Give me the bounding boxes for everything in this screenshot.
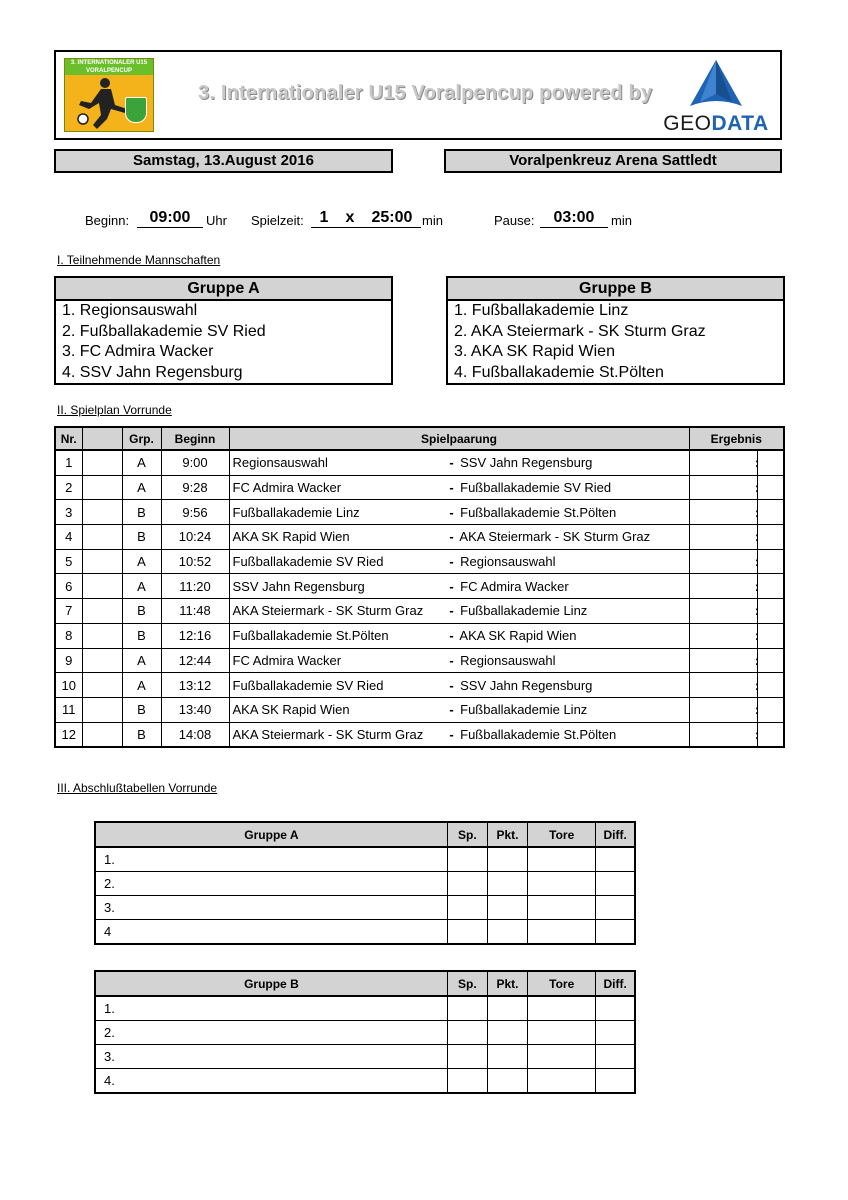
away-team: SSV Jahn Regensburg — [460, 677, 593, 693]
result-extra-field[interactable] — [754, 599, 784, 624]
standings-tore-cell[interactable] — [528, 1021, 596, 1045]
match-number: 6 — [55, 574, 82, 599]
match-group: B — [122, 525, 161, 550]
col-match: Spielpaarung — [229, 427, 689, 450]
section-teams-heading: I. Teilnehmende Mannschaften — [57, 253, 221, 267]
result-extra-field[interactable] — [754, 673, 784, 698]
standings-pkt-cell[interactable] — [487, 1045, 527, 1069]
voralpencup-logo — [64, 58, 154, 132]
match-pairing — [229, 722, 689, 747]
standings-sp-cell[interactable] — [447, 1069, 487, 1094]
standings-a-header — [95, 822, 635, 847]
col-blank — [82, 427, 122, 450]
result-field[interactable] — [689, 599, 760, 624]
away-team: Regionsauswahl — [460, 554, 556, 570]
match-time: 11:48 — [161, 599, 229, 624]
blank-cell — [82, 673, 122, 698]
standings-position: 1. — [95, 996, 447, 1021]
blank-cell — [82, 648, 122, 673]
standings-position: 4. — [95, 1069, 447, 1094]
blank-cell — [82, 722, 122, 747]
result-colon: : — [754, 554, 760, 570]
standings-sp-cell[interactable] — [447, 1045, 487, 1069]
result-extra-field[interactable] — [754, 500, 784, 525]
match-number: 8 — [55, 623, 82, 648]
playtime-field — [311, 209, 421, 228]
blank-cell — [82, 599, 122, 624]
away-team: Regionsauswahl — [460, 652, 556, 668]
pairing-separator: - — [449, 554, 454, 570]
away-team: SSV Jahn Regensburg — [460, 455, 593, 471]
group-a-team: 4. SSV Jahn Regensburg — [62, 363, 243, 381]
standings-tore-cell[interactable] — [528, 1069, 596, 1094]
away-team: Fußballakademie Linz — [460, 603, 588, 619]
standings-b-col-sp: Sp. — [447, 971, 487, 996]
schedule-row — [55, 697, 784, 722]
match-time: 9:28 — [161, 475, 229, 500]
match-group: B — [122, 599, 161, 624]
match-number: 2 — [55, 475, 82, 500]
result-extra-field[interactable] — [754, 722, 784, 747]
match-time: 10:24 — [161, 525, 229, 550]
match-group: B — [122, 500, 161, 525]
pause-unit: min — [611, 213, 632, 228]
standings-pkt-cell[interactable] — [487, 872, 527, 896]
geodata-wordmark — [660, 112, 772, 136]
group-b-title: Gruppe B — [448, 278, 783, 301]
match-group: B — [122, 722, 161, 747]
match-group: B — [122, 623, 161, 648]
match-group: A — [122, 450, 161, 475]
col-grp: Grp. — [122, 427, 161, 450]
match-number: 4 — [55, 525, 82, 550]
standings-sp-cell[interactable] — [447, 920, 487, 945]
group-a-team: 1. Regionsauswahl — [62, 302, 198, 319]
schedule-table — [54, 426, 785, 748]
match-group: A — [122, 673, 161, 698]
result-extra-field[interactable] — [754, 525, 784, 550]
standings-diff-cell[interactable] — [596, 1021, 635, 1045]
standings-b-col-diff: Diff. — [596, 971, 635, 996]
pairing-separator: - — [449, 578, 454, 594]
standings-diff-cell[interactable] — [596, 996, 635, 1021]
playtime-x: x — [345, 209, 355, 226]
standings-sp-cell[interactable] — [447, 1021, 487, 1045]
blank-cell — [82, 574, 122, 599]
match-number: 7 — [55, 599, 82, 624]
voralpencup-logo-text: 3. INTERNATIONALER U15 VORALPENCUP — [65, 59, 153, 75]
standings-tore-cell[interactable] — [528, 1045, 596, 1069]
match-pairing — [229, 450, 689, 475]
result-extra-field[interactable] — [754, 697, 784, 722]
result-extra-field[interactable] — [754, 450, 784, 475]
standings-row — [95, 1069, 635, 1094]
geodata-triangle-icon — [660, 56, 772, 112]
home-team: FC Admira Wacker — [232, 652, 342, 668]
result-colon: : — [754, 702, 760, 718]
schedule-row — [55, 475, 784, 500]
pairing-separator: - — [449, 504, 454, 520]
playtime-value: 25:00 — [371, 209, 413, 226]
date-box: Samstag, 13.August 2016 — [54, 149, 393, 173]
match-time: 9:56 — [161, 500, 229, 525]
standings-diff-cell[interactable] — [596, 872, 635, 896]
result-colon: : — [754, 603, 760, 619]
standings-b-col-tore: Tore — [528, 971, 596, 996]
match-pairing — [229, 549, 689, 574]
match-number: 11 — [55, 697, 82, 722]
standings-position: 1. — [95, 847, 447, 872]
standings-tore-cell[interactable] — [528, 896, 596, 920]
match-time: 10:52 — [161, 549, 229, 574]
start-label: Beginn: — [85, 213, 130, 228]
away-team: AKA Steiermark - SK Sturm Graz — [459, 529, 651, 545]
home-team: FC Admira Wacker — [232, 480, 342, 496]
blank-cell — [82, 450, 122, 475]
geodata-logo — [660, 56, 772, 136]
match-group: A — [122, 574, 161, 599]
result-field[interactable] — [689, 623, 760, 648]
schedule-row — [55, 623, 784, 648]
pause-label: Pause: — [494, 213, 535, 228]
home-team: AKA Steiermark - SK Sturm Graz — [232, 603, 424, 619]
blank-cell — [82, 525, 122, 550]
blank-cell — [82, 475, 122, 500]
standings-position: 4 — [95, 920, 447, 945]
standings-diff-cell[interactable] — [596, 920, 635, 945]
pairing-separator: - — [449, 677, 454, 693]
section-standings-heading: III. Abschlußtabellen Vorrunde — [57, 781, 218, 795]
standings-table-a — [94, 821, 636, 945]
geodata-geo: GEO — [663, 112, 712, 135]
standings-pkt-cell[interactable] — [487, 920, 527, 945]
standings-position: 3. — [95, 896, 447, 920]
group-a-box — [54, 276, 393, 385]
pairing-separator: - — [449, 480, 454, 496]
standings-b-title: Gruppe B — [95, 971, 447, 996]
standings-pkt-cell[interactable] — [487, 1021, 527, 1045]
match-pairing — [229, 648, 689, 673]
standings-tore-cell[interactable] — [528, 872, 596, 896]
group-a-team: 2. Fußballakademie SV Ried — [62, 322, 266, 340]
result-field[interactable] — [689, 525, 760, 550]
result-extra-field[interactable] — [754, 549, 784, 574]
schedule-row — [55, 500, 784, 525]
match-group: A — [122, 648, 161, 673]
result-colon: : — [754, 504, 760, 520]
start-value: 09:00 — [137, 209, 203, 228]
home-team: AKA SK Rapid Wien — [232, 529, 350, 545]
blank-cell — [82, 623, 122, 648]
match-pairing — [229, 500, 689, 525]
pairing-separator: - — [449, 702, 454, 718]
schedule-row — [55, 673, 784, 698]
standings-diff-cell[interactable] — [596, 1069, 635, 1094]
schedule-row — [55, 525, 784, 550]
standings-a-col-diff: Diff. — [596, 822, 635, 847]
schedule-row — [55, 599, 784, 624]
standings-row — [95, 920, 635, 945]
standings-tore-cell[interactable] — [528, 920, 596, 945]
result-extra-field[interactable] — [754, 648, 784, 673]
pairing-separator: - — [449, 726, 454, 742]
start-unit: Uhr — [206, 213, 227, 228]
match-pairing — [229, 599, 689, 624]
match-time: 9:00 — [161, 450, 229, 475]
playtime-unit: min — [422, 213, 443, 228]
result-colon: : — [754, 677, 760, 693]
home-team: Fußballakademie St.Pölten — [232, 628, 389, 644]
match-pairing — [229, 574, 689, 599]
standings-b-col-pkt: Pkt. — [487, 971, 527, 996]
blank-cell — [82, 500, 122, 525]
schedule-row — [55, 549, 784, 574]
result-extra-field[interactable] — [754, 475, 784, 500]
result-extra-field[interactable] — [754, 574, 784, 599]
standings-tore-cell[interactable] — [528, 996, 596, 1021]
match-pairing — [229, 525, 689, 550]
standings-position: 2. — [95, 872, 447, 896]
away-team: AKA SK Rapid Wien — [459, 628, 577, 644]
match-number: 9 — [55, 648, 82, 673]
result-colon: : — [754, 578, 760, 594]
section-schedule-heading: II. Spielplan Vorrunde — [57, 403, 172, 417]
away-team: Fußballakademie St.Pölten — [460, 504, 617, 520]
standings-pkt-cell[interactable] — [487, 847, 527, 872]
result-field[interactable] — [689, 549, 760, 574]
standings-sp-cell[interactable] — [447, 847, 487, 872]
standings-tore-cell[interactable] — [528, 847, 596, 872]
match-group: A — [122, 549, 161, 574]
standings-pkt-cell[interactable] — [487, 1069, 527, 1094]
geodata-data: DATA — [711, 112, 769, 135]
result-field[interactable] — [689, 673, 760, 698]
result-colon: : — [754, 455, 760, 471]
standings-sp-cell[interactable] — [447, 872, 487, 896]
match-pairing — [229, 673, 689, 698]
standings-b-header — [95, 971, 635, 996]
group-b-team: 4. Fußballakademie St.Pölten — [454, 363, 664, 381]
playtime-count: 1 — [319, 209, 329, 226]
group-b-team: 3. AKA SK Rapid Wien — [454, 343, 615, 360]
result-field[interactable] — [689, 697, 760, 722]
pause-value: 03:00 — [540, 209, 608, 228]
blank-cell — [82, 549, 122, 574]
standings-row — [95, 1045, 635, 1069]
coat-of-arms-icon — [125, 97, 147, 123]
match-number: 3 — [55, 500, 82, 525]
away-team: Fußballakademie St.Pölten — [460, 726, 617, 742]
result-field[interactable] — [689, 450, 760, 475]
pairing-separator: - — [449, 455, 454, 471]
match-number: 12 — [55, 722, 82, 747]
home-team: Fußballakademie SV Ried — [232, 677, 384, 693]
standings-a-col-tore: Tore — [528, 822, 596, 847]
group-b-box — [446, 276, 785, 385]
result-colon: : — [754, 480, 760, 496]
group-a-title: Gruppe A — [56, 278, 391, 301]
player-silhouette-icon — [71, 75, 131, 131]
result-colon: : — [754, 726, 760, 742]
result-field[interactable] — [689, 574, 760, 599]
match-time: 14:08 — [161, 722, 229, 747]
match-number: 1 — [55, 450, 82, 475]
blank-cell — [82, 697, 122, 722]
group-a-team: 3. FC Admira Wacker — [62, 343, 214, 360]
standings-diff-cell[interactable] — [596, 1045, 635, 1069]
pairing-separator: - — [449, 529, 454, 545]
page-title: 3. Internationaler U15 Voralpencup powered by — [198, 82, 653, 104]
home-team: Regionsauswahl — [232, 455, 328, 471]
standings-a-col-sp: Sp. — [447, 822, 487, 847]
standings-a-title: Gruppe A — [95, 822, 447, 847]
result-field[interactable] — [689, 648, 760, 673]
home-team: AKA SK Rapid Wien — [232, 702, 350, 718]
result-field[interactable] — [689, 500, 760, 525]
result-field[interactable] — [689, 475, 760, 500]
col-result: Ergebnis — [689, 427, 784, 450]
match-pairing — [229, 623, 689, 648]
result-extra-field[interactable] — [754, 623, 784, 648]
match-time: 12:44 — [161, 648, 229, 673]
standings-a-col-pkt: Pkt. — [487, 822, 527, 847]
standings-row — [95, 1021, 635, 1045]
match-pairing — [229, 697, 689, 722]
standings-sp-cell[interactable] — [447, 996, 487, 1021]
standings-position: 3. — [95, 1045, 447, 1069]
away-team: Fußballakademie SV Ried — [460, 480, 612, 496]
schedule-row — [55, 450, 784, 475]
away-team: Fußballakademie Linz — [460, 702, 588, 718]
home-team: Fußballakademie SV Ried — [232, 554, 384, 570]
match-group: B — [122, 697, 161, 722]
standings-position: 2. — [95, 1021, 447, 1045]
match-time: 12:16 — [161, 623, 229, 648]
standings-row — [95, 872, 635, 896]
match-number: 5 — [55, 549, 82, 574]
home-team: Fußballakademie Linz — [232, 504, 360, 520]
schedule-row — [55, 648, 784, 673]
schedule-row — [55, 574, 784, 599]
col-nr: Nr. — [55, 427, 82, 450]
playtime-label: Spielzeit: — [251, 213, 304, 228]
home-team: AKA Steiermark - SK Sturm Graz — [232, 726, 424, 742]
standings-table-b — [94, 970, 636, 1094]
standings-sp-cell[interactable] — [447, 896, 487, 920]
schedule-row — [55, 722, 784, 747]
venue-box: Voralpenkreuz Arena Sattledt — [444, 149, 782, 173]
match-time: 11:20 — [161, 574, 229, 599]
standings-diff-cell[interactable] — [596, 896, 635, 920]
result-colon: : — [754, 652, 760, 668]
pairing-separator: - — [449, 628, 454, 644]
standings-row — [95, 847, 635, 872]
group-b-team: 2. AKA Steiermark - SK Sturm Graz — [454, 322, 706, 340]
standings-row — [95, 896, 635, 920]
match-pairing — [229, 475, 689, 500]
pairing-separator: - — [449, 603, 454, 619]
schedule-header-row — [55, 427, 784, 450]
col-begin: Beginn — [161, 427, 229, 450]
result-colon: : — [754, 529, 760, 545]
standings-pkt-cell[interactable] — [487, 996, 527, 1021]
standings-pkt-cell[interactable] — [487, 896, 527, 920]
match-time: 13:12 — [161, 673, 229, 698]
match-time: 13:40 — [161, 697, 229, 722]
away-team: FC Admira Wacker — [460, 578, 569, 594]
home-team: SSV Jahn Regensburg — [232, 578, 365, 594]
group-b-team: 1. Fußballakademie Linz — [454, 302, 629, 319]
standings-row — [95, 996, 635, 1021]
match-number: 10 — [55, 673, 82, 698]
result-field[interactable] — [689, 722, 760, 747]
header-box — [54, 50, 782, 140]
pairing-separator: - — [449, 652, 454, 668]
result-colon: : — [754, 628, 760, 644]
match-group: A — [122, 475, 161, 500]
standings-diff-cell[interactable] — [596, 847, 635, 872]
